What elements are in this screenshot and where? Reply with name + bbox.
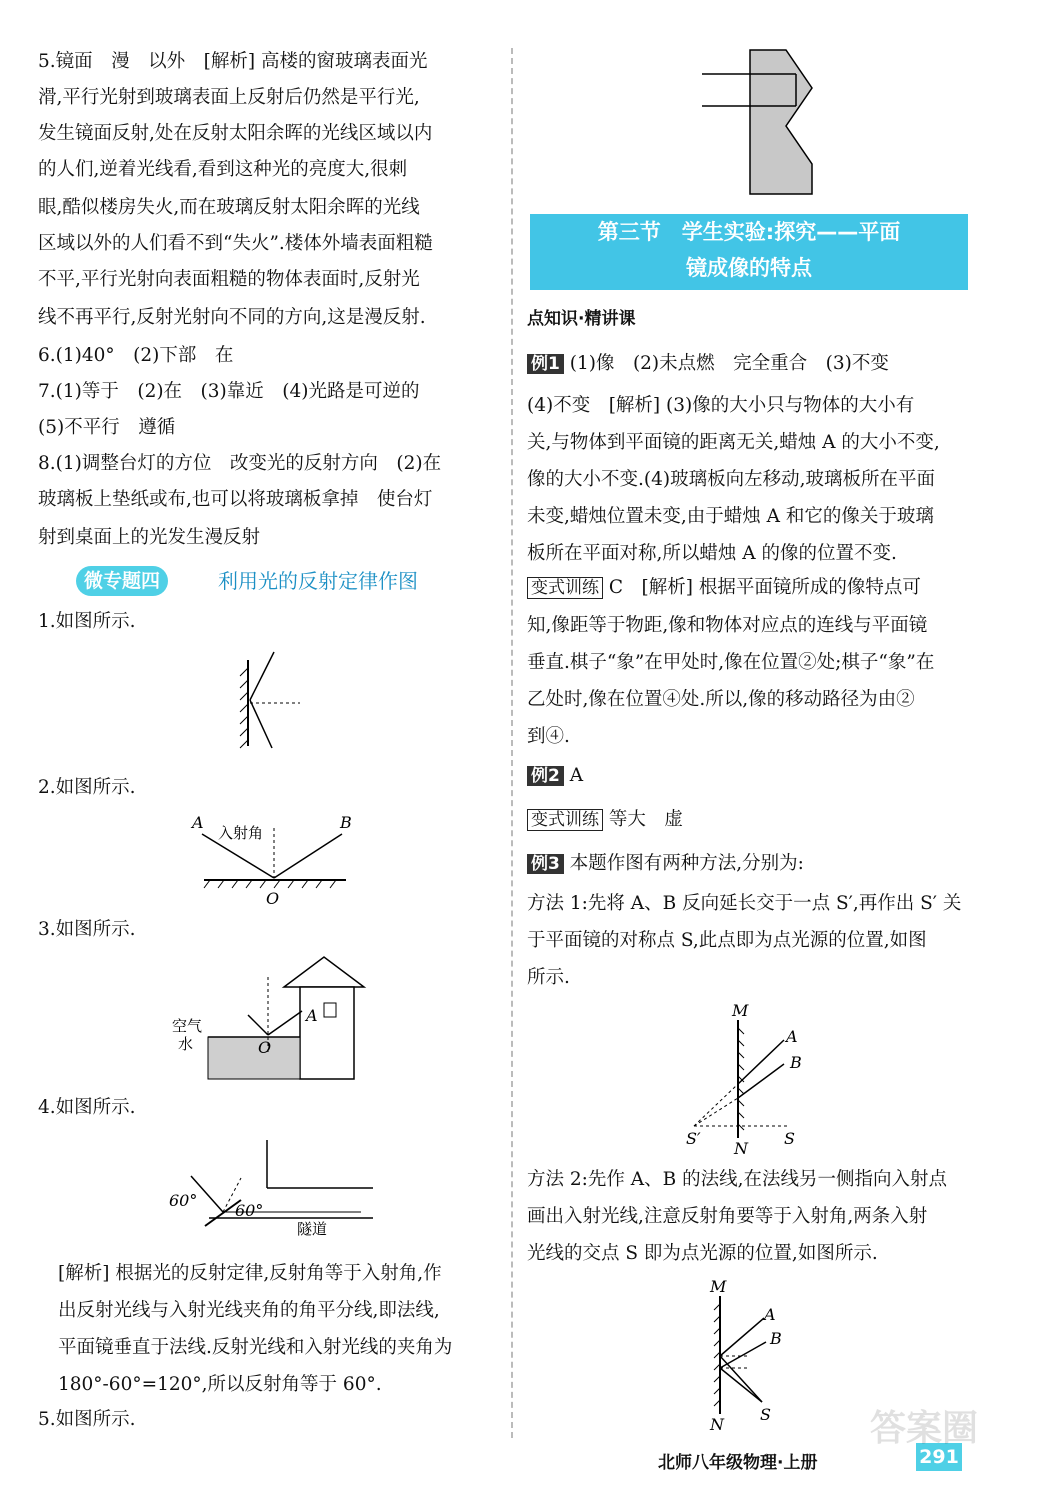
label-a: A (192, 813, 204, 832)
m1-label-m: M (732, 1001, 749, 1020)
figure-method-1 (680, 998, 810, 1158)
left-text-line: 线不再平行,反射光射向不同的方向,这是漫反射. (38, 307, 426, 328)
example-1-line: 未变,蜡烛位置未变,由于蜡烛 A 和它的像关于玻璃 (527, 506, 934, 527)
figure-prism-top (700, 48, 820, 198)
figure-mirror-1 (230, 648, 320, 758)
figure-air-water-3 (168, 955, 368, 1085)
left-text-line: 8.(1)调整台灯的方位 改变光的反射方向 (2)在 (38, 453, 442, 474)
text-line: 于平面镜的对称点 S,此点即为点光源的位置,如图 (527, 930, 927, 951)
text-line: 180°-60°=120°,所以反射角等于 60°. (58, 1374, 382, 1395)
m2-label-b: B (770, 1329, 782, 1348)
text-line: 平面镜垂直于法线.反射光线和入射光线的夹角为 (58, 1337, 453, 1358)
label-water: 水 (178, 1035, 194, 1053)
text-line: [解析] 根据光的反射定律,反射角等于入射角,作 (58, 1263, 442, 1284)
variant-tag-1: 变式训练 (527, 577, 603, 599)
example-1-line-0: 例1 (1)像 (2)未点燃 完全重合 (3)不变 (527, 352, 889, 376)
m2-label-m: M (710, 1277, 727, 1296)
question-2: 2.如图所示. (38, 777, 136, 798)
example-3: 例3 本题作图有两种方法,分别为: (527, 852, 804, 876)
text-line: 方法 1:先将 A、B 反向延长交于一点 S′,再作出 S′ 关 (527, 893, 962, 914)
left-text-line: 滑,平行光射到玻璃表面上反射后仍然是平行光, (38, 87, 420, 108)
example-3-tag: 例3 (527, 854, 564, 874)
example-1-tag: 例1 (527, 354, 564, 374)
question-5: 5.如图所示. (38, 1409, 136, 1430)
variant-1-line: 知,像距等于物距,像和物体对应点的连线与平面镜 (527, 615, 928, 636)
figure-tunnel-4 (165, 1130, 375, 1240)
text-line: 所示. (527, 967, 570, 988)
left-text-line: 的人们,逆着光线看,看到这种光的亮度大,很刺 (38, 159, 408, 180)
text-line: 光线的交点 S 即为点光源的位置,如图所示. (527, 1243, 878, 1264)
variant-2: 变式训练 等大 虚 (527, 808, 683, 832)
m2-label-s: S (760, 1405, 771, 1424)
left-text-line: (5)不平行 遵循 (38, 417, 176, 438)
variant-1-line-0: 变式训练 C [解析] 根据平面镜所成的像特点可 (527, 576, 921, 600)
text-line: 画出入射光线,注意反射角要等于入射角,两条入射 (527, 1206, 928, 1227)
label-angle: 入射角 (218, 824, 264, 842)
example-1-line: (4)不变 [解析] (3)像的大小只与物体的大小有 (527, 395, 915, 416)
question-4: 4.如图所示. (38, 1097, 136, 1118)
banner-line-2: 镜成像的特点 (686, 256, 812, 280)
example-1-line: 关,与物体到平面镜的距离无关,蜡烛 A 的大小不变, (527, 432, 940, 453)
section-banner (530, 214, 968, 290)
left-text-line: 不平,平行光射向表面粗糙的物体表面时,反射光 (38, 269, 420, 290)
m1-label-n: N (734, 1139, 748, 1158)
left-text-line: 眼,酷似楼房失火,而在玻璃反射太阳余晖的光线 (38, 197, 420, 218)
question-1: 1.如图所示. (38, 611, 136, 632)
watermark: 答案圈 (870, 1408, 979, 1449)
page-number: 291 (916, 1443, 962, 1471)
question-3: 3.如图所示. (38, 919, 136, 940)
left-text-line: 射到桌面上的光发生漫反射 (38, 527, 261, 548)
m2-label-n: N (710, 1415, 724, 1434)
left-text-line: 5.镜面 漫 以外 [解析] 高楼的窗玻璃表面光 (38, 51, 428, 72)
banner-line-1: 第三节 学生实验:探究——平面 (597, 220, 901, 244)
left-text-line: 7.(1)等于 (2)在 (3)靠近 (4)光路是可逆的 (38, 381, 420, 402)
label-tunnel: 隧道 (297, 1220, 328, 1238)
m1-label-b: B (790, 1053, 802, 1072)
variant-tag-2: 变式训练 (527, 809, 603, 831)
left-text-line: 发生镜面反射,处在反射太阳余晖的光线区域以内 (38, 123, 433, 144)
m1-label-sp: S′ (686, 1129, 701, 1148)
left-text-line: 玻璃板上垫纸或布,也可以将玻璃板拿掉 使台灯 (38, 489, 433, 510)
section-subtitle: 点知识·精讲课 (527, 309, 636, 329)
label-a3: A (306, 1006, 318, 1025)
variant-1-line: 垂直.棋子“象”在甲处时,像在位置②处;棋子“象”在 (527, 652, 935, 673)
figure-reflection-2 (190, 810, 360, 910)
m2-label-a: A (764, 1305, 776, 1324)
label-angle2: 60° (235, 1201, 264, 1220)
variant-1-line: 到④. (527, 726, 570, 747)
label-b: B (340, 813, 352, 832)
label-angle1: 60° (169, 1191, 198, 1210)
topic-badge: 微专题四 (76, 566, 168, 596)
example-2-tag: 例2 (527, 766, 564, 786)
text-line: 方法 2:先作 A、B 的法线,在法线另一侧指向入射点 (527, 1169, 947, 1190)
example-1-line: 像的大小不变.(4)玻璃板向左移动,玻璃板所在平面 (527, 469, 935, 490)
column-divider (511, 48, 513, 1438)
figure-method-2 (690, 1274, 800, 1434)
text-line: 出反射光线与入射光线夹角的角平分线,即法线, (58, 1300, 440, 1321)
example-1-line: 板所在平面对称,所以蜡烛 A 的像的位置不变. (527, 543, 897, 564)
left-text-line: 区域以外的人们看不到“失火”.楼体外墙表面粗糙 (38, 233, 433, 254)
example-2: 例2 A (527, 764, 583, 788)
m1-label-s: S (784, 1129, 795, 1148)
label-o: O (266, 889, 280, 908)
label-air: 空气 (172, 1017, 203, 1035)
footer-book-title: 北师八年级物理·上册 (658, 1453, 818, 1473)
label-o3: O (258, 1038, 272, 1057)
m1-label-a: A (786, 1027, 798, 1046)
topic-title: 利用光的反射定律作图 (218, 569, 418, 593)
left-text-line: 6.(1)40° (2)下部 在 (38, 345, 234, 366)
variant-1-line: 乙处时,像在位置④处.所以,像的移动路径为由② (527, 689, 915, 710)
